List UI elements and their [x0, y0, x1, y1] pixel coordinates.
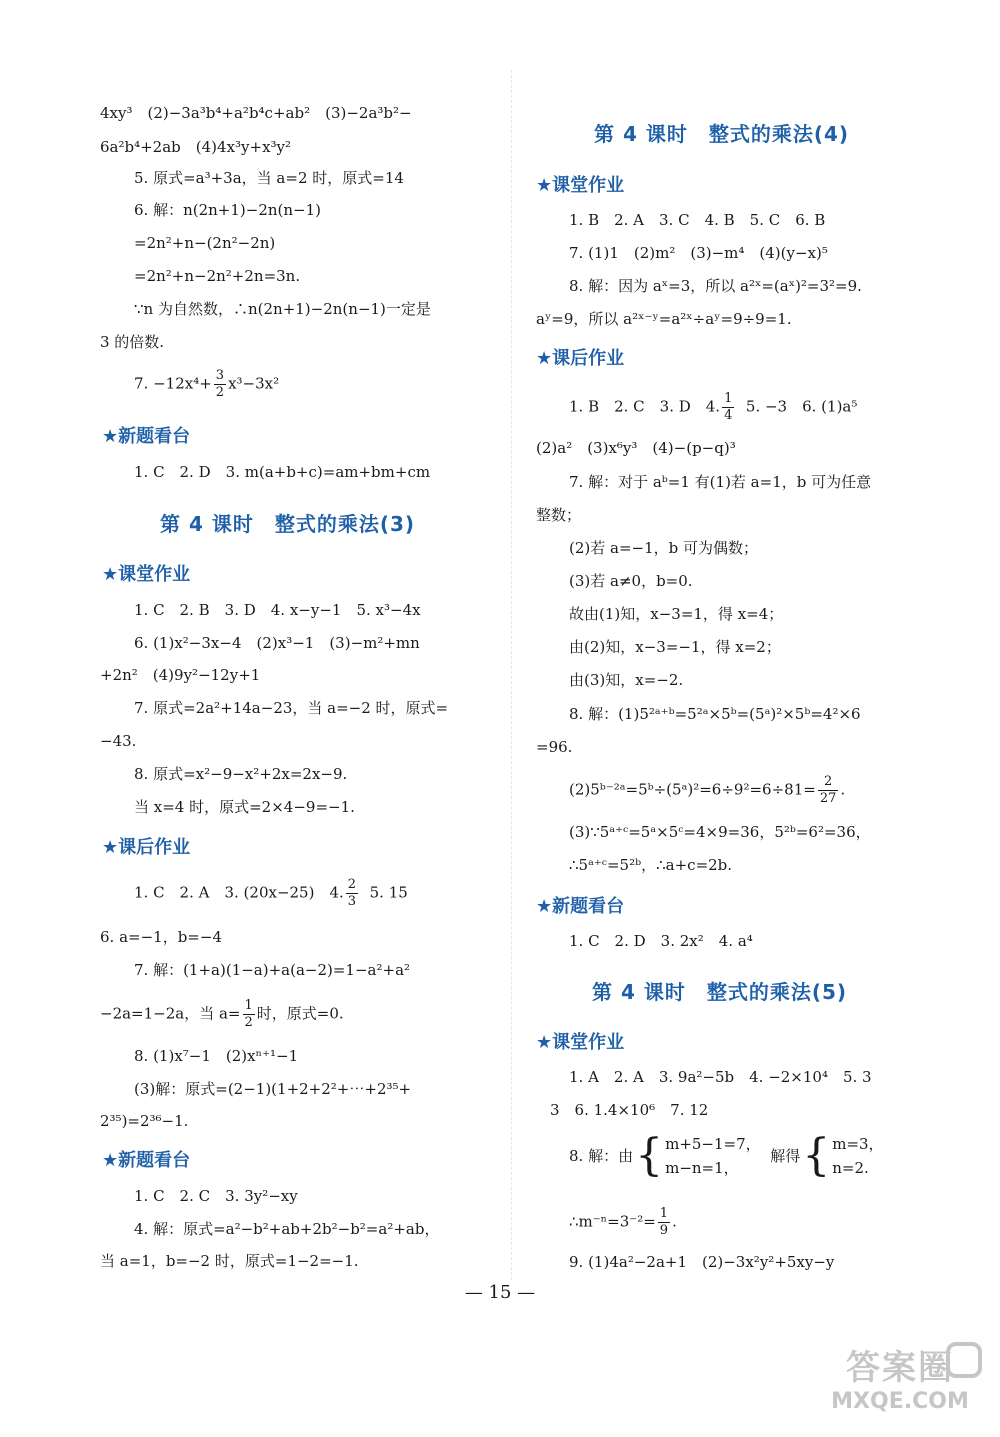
- answer-line: 由(2)知，x−3=−1，得 x=2；: [569, 638, 781, 656]
- equation-system: [832, 1132, 883, 1180]
- answer-line: −43.: [100, 732, 137, 750]
- expression-text: 5. 15: [369, 883, 408, 902]
- answer-line: 6. (1)x²−3x−4 (2)x³−1 (3)−m²+mn: [134, 634, 420, 652]
- section-heading: ★新题看台: [102, 1150, 191, 1171]
- answer-line: 整数；: [536, 506, 582, 524]
- logo-frame-icon: [946, 1342, 982, 1378]
- equation-system: [665, 1132, 761, 1180]
- numerator: 2: [347, 877, 357, 892]
- answer-line: [134, 877, 408, 910]
- section-heading: ★新题看台: [102, 426, 191, 447]
- answer-line: (3)解：原式=(2−1)(1+2+2²+⋯+2³⁵+: [134, 1080, 412, 1098]
- answer-line: 7. 解：(1+a)(1−a)+a(a−2)=1−a²+a²: [134, 961, 411, 979]
- answer-line: ∵n 为自然数，∴n(2n+1)−2n(n−1)一定是: [134, 300, 431, 318]
- denominator: 3: [347, 894, 357, 909]
- answer-line: 9. (1)4a²−2a+1 (2)−3x²y²+5xy−y: [569, 1253, 835, 1271]
- expression-text: x³−3x²: [228, 374, 280, 393]
- answer-line: 8. 原式=x²−9−x²+2x=2x−9.: [134, 765, 348, 783]
- equation: m−n=1，: [665, 1159, 739, 1177]
- denominator: 2: [244, 1015, 253, 1030]
- numerator: 2: [818, 774, 839, 791]
- answer-line: 8. (1)x⁷−1 (2)xⁿ⁺¹−1: [134, 1047, 299, 1065]
- answer-line: 4. 解：原式=a²−b²+ab+2b²−b²=a²+ab，: [134, 1220, 440, 1238]
- equation: m+5−1=7，: [665, 1135, 761, 1153]
- answer-line: 8. 解：因为 aˣ=3，所以 a²ˣ=(aˣ)²=3²=9.: [569, 277, 862, 295]
- expression-text: .: [840, 780, 846, 799]
- answer-line: 1. A 2. A 3. 9a²−5b 4. −2×10⁴ 5. 3: [569, 1068, 872, 1086]
- answer-line: 1. C 2. C 3. 3y²−xy: [134, 1187, 298, 1205]
- fraction: [243, 998, 255, 1031]
- section-heading: ★课堂作业: [536, 175, 625, 196]
- equation-system-line: [569, 1132, 884, 1180]
- answer-line: 当 x=4 时，原式=2×4−9=−1.: [134, 798, 355, 816]
- denominator: 4: [724, 408, 733, 423]
- answer-line: 3 的倍数.: [100, 333, 165, 351]
- answer-line: [569, 1206, 677, 1239]
- answer-line: 1. C 2. D 3. 2x² 4. a⁴: [569, 932, 753, 950]
- section-heading: ★新题看台: [536, 896, 625, 917]
- answer-line: 3 6. 1.4×10⁶ 7. 12: [550, 1101, 709, 1119]
- expression-text: .: [672, 1212, 677, 1231]
- expression-text: 7. −12x⁴+: [134, 374, 212, 393]
- answer-line: 故由(1)知，x−3=1，得 x=4；: [569, 605, 784, 623]
- answer-line: aʸ=9，所以 a²ˣ⁻ʸ=a²ˣ÷aʸ=9÷9=1.: [536, 310, 792, 328]
- lesson-title: 第 4 课时 整式的乘法(5): [592, 980, 848, 1004]
- answer-line: 1. C 2. D 3. m(a+b+c)=am+bm+cm: [134, 463, 431, 481]
- section-heading: ★课后作业: [536, 348, 625, 369]
- expression-text: ∴m⁻ⁿ=3⁻²=: [569, 1212, 656, 1231]
- equation: n=2.: [832, 1159, 869, 1177]
- answer-line: 6. a=−1，b=−4: [100, 928, 222, 946]
- expression-text: 1. C 2. A 3. (20x−25) 4.: [134, 883, 344, 902]
- expression-text: 5. −3 6. (1)a⁵: [745, 397, 858, 416]
- page-number: — 15 —: [464, 1282, 536, 1303]
- section-heading: ★课后作业: [102, 837, 191, 858]
- answer-line: 5. 原式=a³+3a，当 a=2 时，原式=14: [134, 169, 404, 187]
- denominator: 27: [819, 791, 837, 806]
- answer-line: =96.: [536, 738, 573, 756]
- answer-line: 7. 原式=2a²+14a−23，当 a=−2 时，原式=: [134, 699, 449, 717]
- denominator: 9: [659, 1223, 669, 1238]
- answer-line: 1. C 2. B 3. D 4. x−y−1 5. x³−4x: [134, 601, 421, 619]
- fraction: [214, 368, 226, 401]
- answer-line: (3)∵5ᵃ⁺ᶜ=5ᵃ×5ᶜ=4×9=36，5²ᵇ=6²=36，: [569, 823, 871, 841]
- expression-text: 解得: [770, 1147, 801, 1165]
- numerator: 1: [659, 1206, 669, 1221]
- answer-line: [134, 368, 279, 401]
- answer-line: 当 a=1，b=−2 时，原式=1−2=−1.: [100, 1252, 359, 1270]
- fraction: [722, 391, 734, 424]
- numerator: 1: [244, 998, 253, 1013]
- answer-line: 8. 解：(1)5²ᵃ⁺ᵇ=5²ᵃ×5ᵇ=(5ᵃ)²×5ᵇ=4²×6: [569, 705, 861, 723]
- answer-line: 6. 解：n(2n+1)−2n(n−1): [134, 201, 322, 219]
- left-column: [100, 0, 500, 1300]
- expression-text: 时，原式=0.: [256, 1004, 344, 1023]
- answer-line: 7. (1)1 (2)m² (3)−m⁴ (4)(y−x)⁵: [569, 244, 828, 262]
- fraction: [346, 877, 358, 910]
- expression-text: 1. B 2. C 3. D 4.: [569, 397, 721, 416]
- answer-line: 4xy³ (2)−3a³b⁴+a²b⁴c+ab² (3)−2a³b²−: [100, 104, 412, 122]
- expression-text: (2)5ᵇ⁻²ᵃ=5ᵇ÷(5ᵃ)²=6÷9²=6÷81=: [569, 780, 816, 799]
- numerator: 3: [215, 368, 225, 383]
- watermark-text: 答案圈: [846, 1348, 954, 1388]
- answer-line: [100, 998, 344, 1031]
- section-heading: ★课堂作业: [102, 564, 191, 585]
- answer-line: 1. B 2. A 3. C 4. B 5. C 6. B: [569, 211, 826, 229]
- answer-line: 由(3)知，x=−2.: [569, 671, 684, 689]
- numerator: 1: [724, 391, 733, 406]
- equation: m=3，: [832, 1135, 884, 1153]
- watermark-logo: [810, 1340, 990, 1430]
- lesson-title: 第 4 课时 整式的乘法(3): [160, 512, 416, 536]
- answer-line: ∴5ᵃ⁺ᶜ=5²ᵇ，∴a+c=2b.: [569, 856, 733, 874]
- answer-line: (3)若 a≠0，b=0.: [569, 572, 693, 590]
- right-column: [536, 0, 926, 1300]
- column-divider: [511, 70, 512, 1280]
- left-brace-icon: {: [802, 1130, 831, 1181]
- lesson-title: 第 4 课时 整式的乘法(4): [594, 122, 850, 146]
- answer-line: 7. 解：对于 aᵇ=1 有(1)若 a=1，b 可为任意: [569, 473, 872, 491]
- expression-text: 8. 解：由: [569, 1147, 634, 1165]
- denominator: 2: [215, 385, 225, 400]
- expression-text: −2a=1−2a，当 a=: [100, 1004, 241, 1023]
- answer-line: [569, 391, 857, 424]
- answer-line: (2)若 a=−1，b 可为偶数；: [569, 539, 759, 557]
- fraction: [658, 1206, 670, 1239]
- answer-line: =2n²+n−(2n²−2n): [134, 234, 276, 252]
- fraction: [818, 774, 839, 807]
- watermark-url: MXQE.COM: [831, 1389, 969, 1414]
- answer-line: 2³⁵)=2³⁶−1.: [100, 1112, 189, 1130]
- answer-line: 6a²b⁴+2ab (4)4x³y+x³y²: [100, 138, 292, 156]
- answer-line: +2n² (4)9y²−12y+1: [100, 666, 261, 684]
- answer-line: =2n²+n−2n²+2n=3n.: [134, 267, 301, 285]
- answer-line: (2)a² (3)x⁶y³ (4)−(p−q)³: [536, 439, 736, 457]
- left-brace-icon: {: [635, 1130, 664, 1181]
- answer-line: [569, 774, 845, 807]
- section-heading: ★课堂作业: [536, 1032, 625, 1053]
